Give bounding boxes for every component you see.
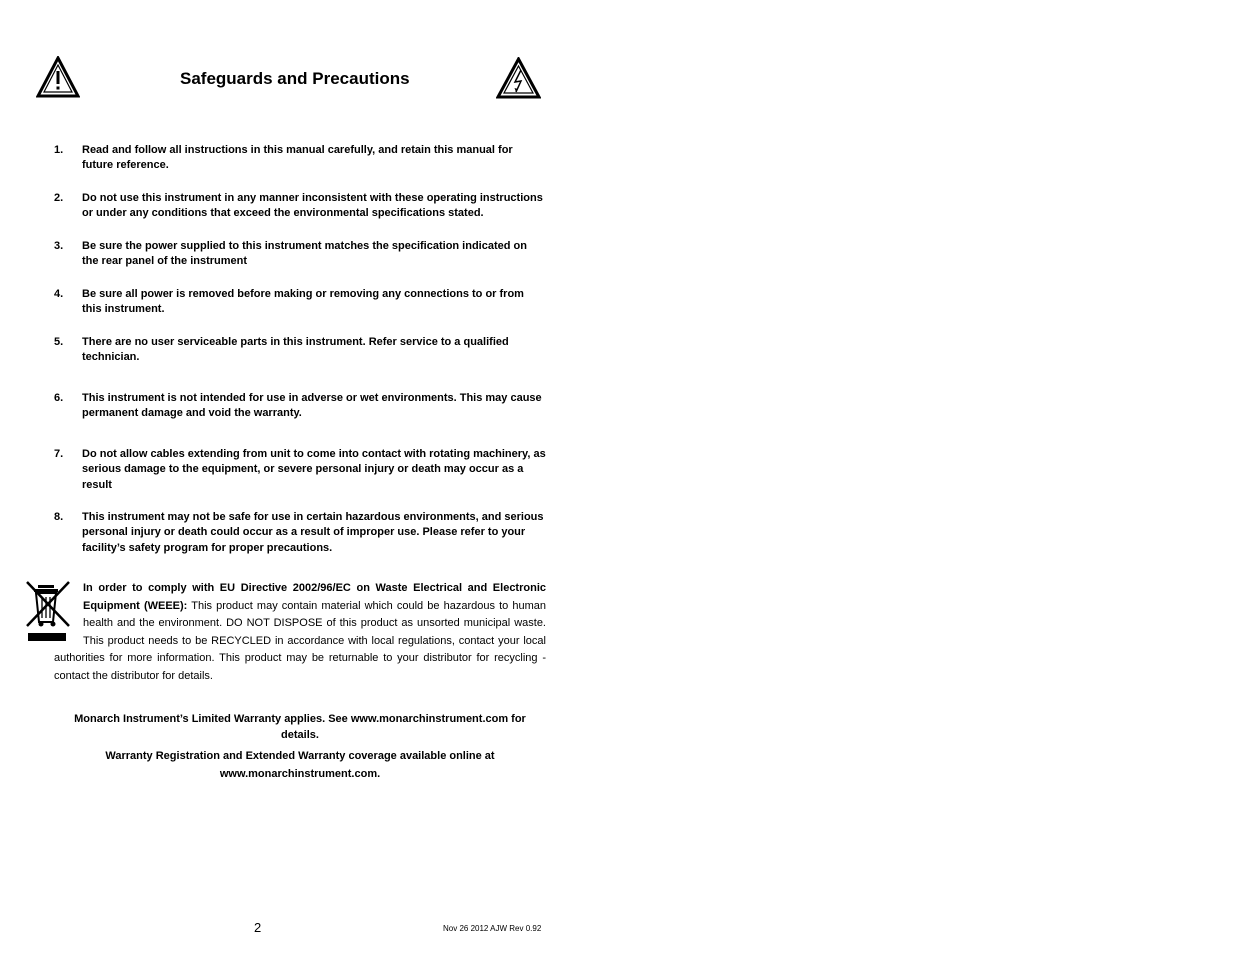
weee-notice <box>54 580 546 686</box>
precaution-text: This instrument may not be safe for use in certain hazardous environments, and serious personal injury or death could occur as a result of improper use. Please refer to your facility’s safety program for proper precautions. <box>82 511 544 554</box>
warranty-notice: Monarch Instrument’s Limited Warranty applies. See www.monarchinstrument.com for details. <box>74 713 526 741</box>
precaution-item <box>54 447 546 493</box>
precaution-text: Read and follow all instructions in this manual carefully, and retain this manual for future reference. <box>82 144 513 172</box>
precaution-item <box>54 239 546 270</box>
precaution-number: 2. <box>54 192 64 204</box>
precaution-text: Be sure the power supplied to this instrument matches the specification indicated on the rear panel of the instrument <box>82 240 527 268</box>
precaution-number: 6. <box>54 392 64 404</box>
precaution-item <box>54 287 546 318</box>
manual-page <box>0 0 600 954</box>
precaution-number: 1. <box>54 144 64 156</box>
precaution-number: 4. <box>54 288 64 300</box>
page-number: 2 <box>254 920 262 935</box>
page-title: Safeguards and Precautions <box>180 69 410 88</box>
precaution-number: 3. <box>54 240 64 252</box>
precaution-item <box>54 335 546 366</box>
electrical-hazard-icon <box>496 57 541 99</box>
weee-directive-heading: In order to comply with EU Directive 2002/96/EC on Waste Electrical and Electronic Equipment (WEEE): <box>83 582 546 612</box>
precaution-item <box>54 391 546 422</box>
precaution-number: 5. <box>54 336 64 348</box>
warning-exclamation-icon <box>36 56 80 98</box>
revision-label: Nov 26 2012 AJW Rev 0.92 <box>443 924 542 933</box>
precaution-item <box>54 143 546 174</box>
precaution-text: Do not use this instrument in any manner inconsistent with these operating instructions or under any conditions that exceed the environmental specifications stated. <box>82 192 543 220</box>
precaution-number: 7. <box>54 448 64 460</box>
warranty-registration-notice: Warranty Registration and Extended Warranty coverage available online at www.monarchinstrument.com. <box>105 750 495 780</box>
precaution-text: Do not allow cables extending from unit to come into contact with rotating machinery, as serious damage to the equipment, or severe personal injury or death may occur as a result <box>82 448 546 491</box>
precaution-text: This instrument is not intended for use in adverse or wet environments. This may cause permanent damage and void the warranty. <box>82 392 542 420</box>
precaution-text: There are no user serviceable parts in this instrument. Refer service to a qualified technician. <box>82 336 509 364</box>
precaution-item <box>54 510 546 556</box>
precaution-text: Be sure all power is removed before making or removing any connections to or from this instrument. <box>82 288 524 316</box>
precaution-number: 8. <box>54 511 64 523</box>
precaution-item <box>54 191 546 222</box>
weee-body-text: This product may contain material which could be hazardous to human health and the environment. DO NOT DISPOSE of this product as unsorted municipal waste. This product needs to be RECYCLED in accordance with local regulations, contact your local authorities for more information. This product may be returnable to your distributor for recycling - contact the distributor for details. <box>54 599 546 682</box>
